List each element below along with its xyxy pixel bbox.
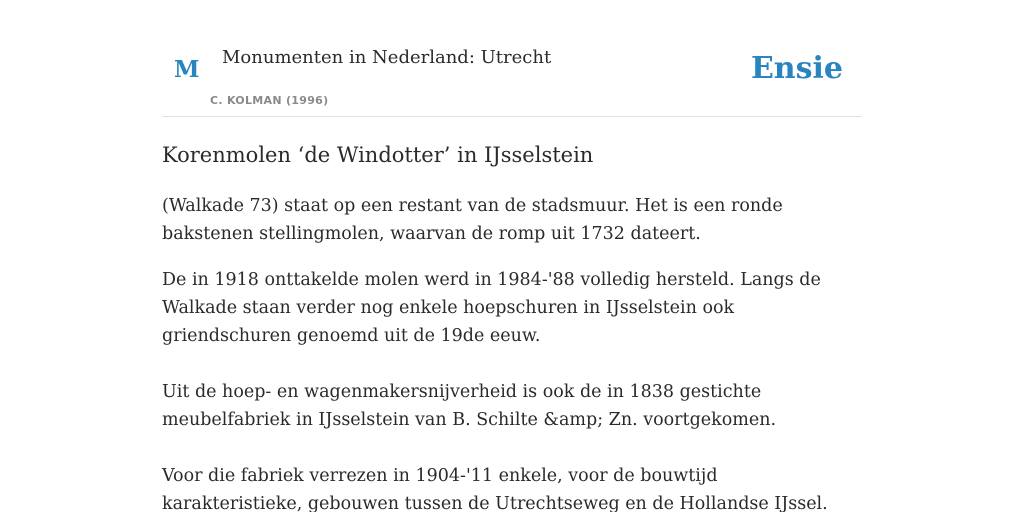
article-paragraph: Uit de hoep- en wagenmakersnijverheid is ook de in 1838 gestichte meubelfabriek in IJsselstein van B. Schilte &amp; Zn. voortgekomen. (162, 382, 777, 430)
article-paragraph: De in 1918 onttakelde molen werd in 1984-'88 volledig hersteld. Langs de Walkade staan verder nog enkele hoepschuren in IJsselstein ook griendschuren genoemd uit de 19de eeuw. (162, 270, 821, 346)
book-title-link[interactable]: Monumenten in Nederland: Utrecht (222, 47, 552, 68)
ensie-logo[interactable]: Ensie (750, 51, 843, 86)
document-header (162, 0, 862, 117)
article-paragraph: Voor die fabriek verrezen in 1904-'11 enkele, voor de bouwtijd karakteristieke, gebouwen tussen de Utrechtseweg en de Hollandse IJssel. (162, 466, 828, 512)
article-title: Korenmolen ‘de Windotter’ in IJsselstein (162, 143, 594, 167)
book-author: C. KOLMAN (1996) (210, 94, 329, 107)
article-body (162, 192, 862, 512)
article-paragraph: (Walkade 73) staat op een restant van de stadsmuur. Het is een ronde bakstenen stellingmolen, waarvan de romp uit 1732 dateert. (162, 196, 783, 244)
book-logo-icon[interactable]: M (174, 56, 200, 83)
